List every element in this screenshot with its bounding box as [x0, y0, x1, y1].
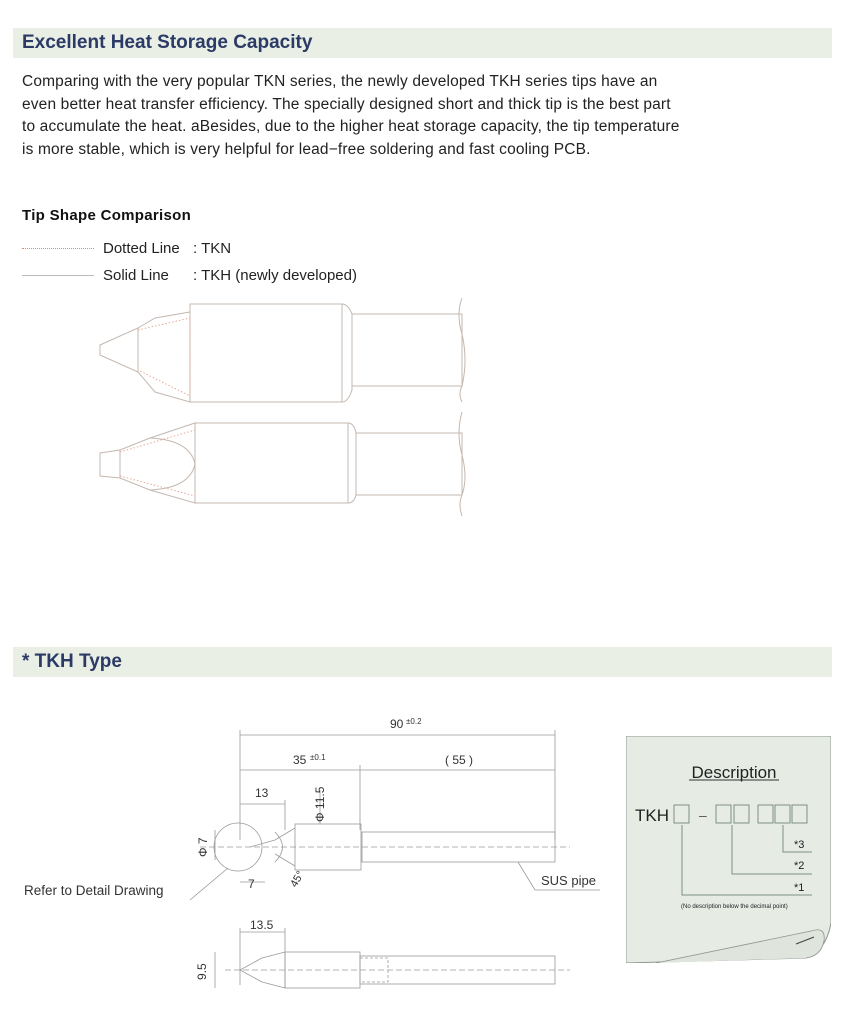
note-2: *2: [794, 860, 805, 872]
dotted-line-sample: [22, 248, 94, 249]
legend-solid: [22, 265, 357, 285]
chisel-tip-tkn: [120, 430, 195, 496]
body-diameter: Φ 11.5: [313, 786, 327, 822]
tip-flat: 7: [248, 877, 255, 891]
description-card: [626, 736, 831, 963]
intro-paragraph: [22, 71, 742, 161]
detail-label: Refer to Detail Drawing: [24, 883, 164, 898]
section-title: * TKH Type: [22, 651, 122, 672]
conical-tip-outline: [100, 298, 465, 402]
conical-tip-tkn: [138, 318, 190, 396]
legend-dotted-label: Dotted Line: [103, 239, 180, 257]
front-length: 35: [293, 753, 307, 767]
legend-dotted-value: : TKN: [193, 239, 232, 257]
paragraph-line: is more stable, which is very helpful for lead−free soldering and fast cooling PCB.: [22, 140, 591, 158]
legend-solid-value: : TKH (newly developed): [193, 266, 357, 284]
comparison-heading: Tip Shape Comparison: [22, 207, 192, 224]
note-1: *1: [794, 882, 805, 894]
rear-length: ( 55 ): [445, 753, 474, 767]
angle: 45°: [288, 869, 307, 890]
chisel-tip-outline: [100, 412, 465, 516]
paragraph-line: even better heat transfer efficiency. The specially designed short and thick tip is the best part: [22, 95, 671, 113]
side-height: 9.5: [195, 963, 209, 980]
legend-solid-label: Solid Line: [103, 266, 169, 284]
description-title: Description: [691, 763, 777, 782]
tip-diameter: Φ 7: [196, 837, 210, 857]
section-header-heat-storage: [13, 28, 832, 58]
dimension-drawing: [0, 700, 610, 1000]
note-3: *3: [794, 839, 805, 851]
description-footnote: (No description below the decimal point): [681, 904, 788, 910]
front-tolerance: ±0.1: [310, 753, 326, 762]
section-header-tkh-type: [13, 647, 832, 677]
overall-length: 90: [390, 717, 404, 731]
description-code: TKH: [635, 806, 669, 825]
description-dash: –: [699, 807, 707, 823]
solid-line-sample: [22, 275, 94, 276]
paragraph-line: Comparing with the very popular TKN series, the newly developed TKH series tips have an: [22, 73, 658, 90]
pipe-label: SUS pipe: [541, 873, 596, 888]
tip-length: 13: [255, 786, 269, 800]
overall-tolerance: ±0.2: [406, 717, 422, 726]
section-title: Excellent Heat Storage Capacity: [22, 32, 313, 53]
tip-comparison-drawing: [90, 290, 480, 520]
paragraph-line: to accumulate the heat. aBesides, due to the higher heat storage capacity, the tip temperature: [22, 118, 680, 135]
legend-dotted: [22, 238, 231, 258]
side-length: 13.5: [250, 918, 274, 932]
